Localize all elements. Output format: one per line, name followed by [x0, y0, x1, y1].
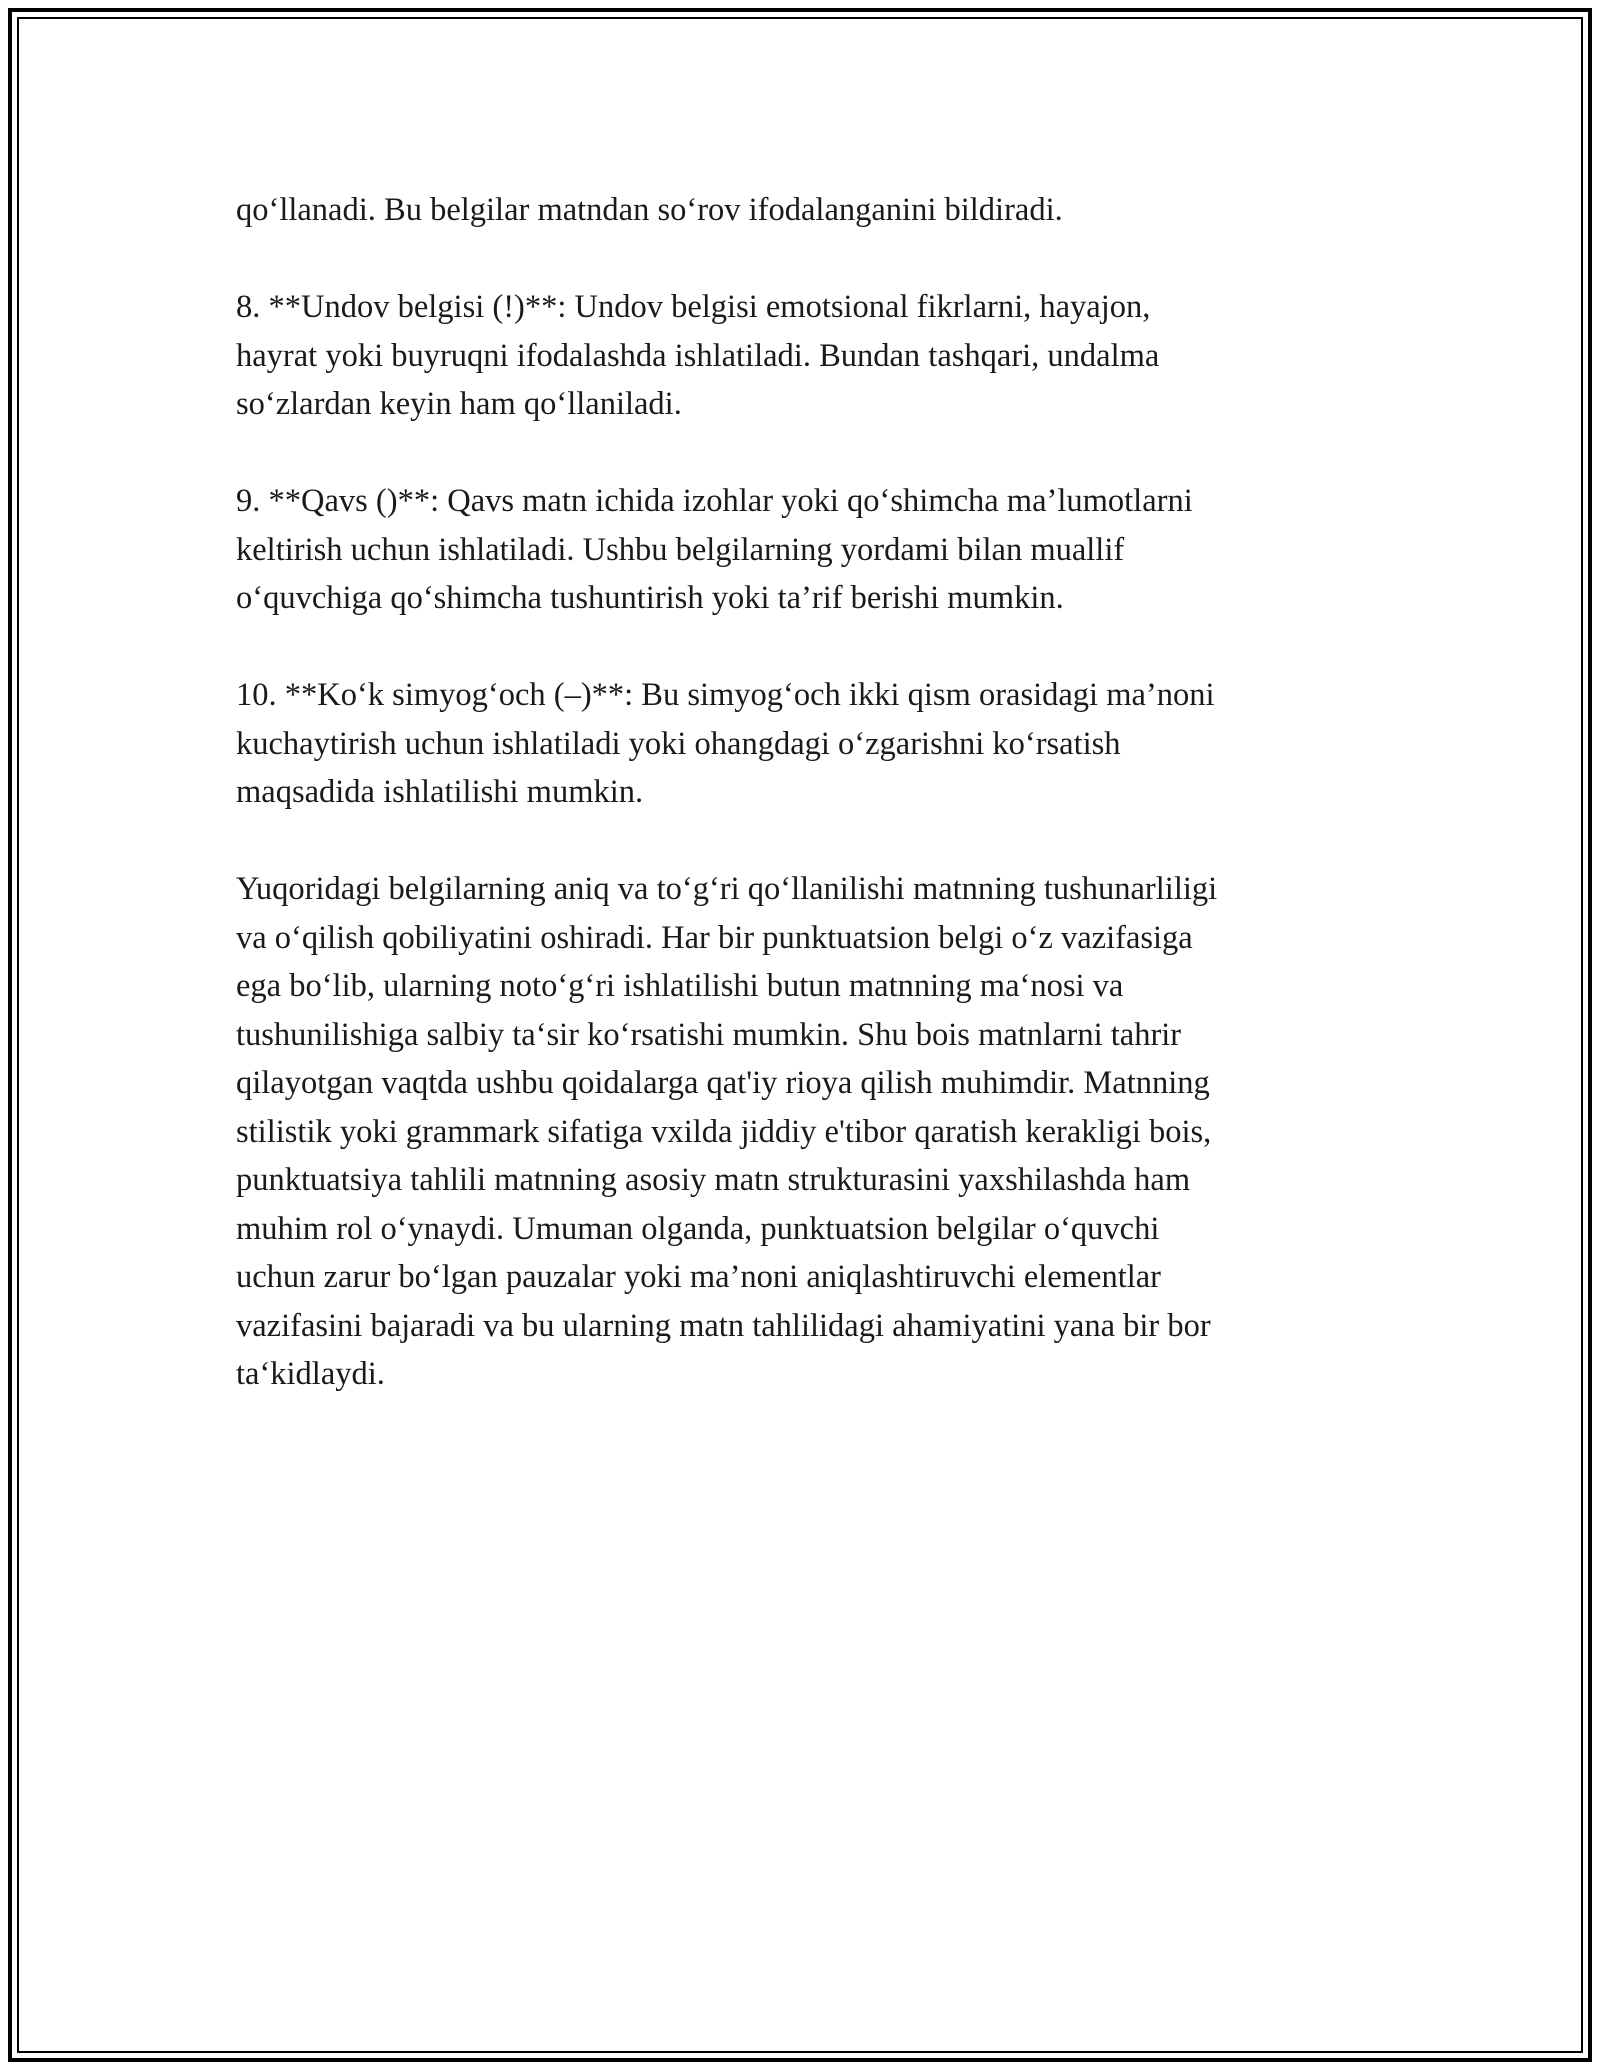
paragraph-continuation: qo‘llanadi. Bu belgilar matndan so‘rov ifodalanganini bildiradi. — [236, 192, 1063, 228]
document-body — [236, 186, 1366, 1399]
paragraph-conclusion: Yuqoridagi belgilarning aniq va to‘g‘ri qo‘llanilishi matnning tushunarliligi va o‘qilish qobiliyatini oshiradi. Har bir punktuatsion belgi o‘z vazifasiga ega bo‘lib, ularning noto‘g‘ri ishlatilishi butun matnning ma‘nosi va tushunilishiga salbiy ta‘sir ko‘rsatishi mumkin. Shu bois matnlarni tahrir qilayotgan vaqtda ushbu qoidalarga qat'iy rioya qilish muhimdir. Matnning stilistik yoki grammark sifatiga vxilda jiddiy e'tibor qaratish kerakligi bois, punktuatsiya tahlili matnning asosiy matn strukturasini yaxshilashda ham muhim rol o‘ynaydi. Umuman olganda, punktuatsion belgilar o‘quvchi uchun zarur bo‘lgan pauzalar yoki ma’noni aniqlashtiruvchi elementlar vazifasini bajaradi va bu ularning matn tahlilidagi ahamiyatini yana bir bor ta‘kidlaydi. — [236, 871, 1218, 1392]
paragraph-item-10-dash: 10. **Ko‘k simyog‘och (–)**: Bu simyog‘och ikki qism orasidagi ma’noni kuchaytirish uchun ishlatiladi yoki ohangdagi o‘zgarishni ko‘rsatish maqsadida ishlatilishi mumkin. — [236, 677, 1215, 810]
paragraph-item-8-exclamation-mark: 8. **Undov belgisi (!)**: Undov belgisi emotsional fikrlarni, hayajon, hayrat yoki buyruqni ifodalashda ishlatiladi. Bundan tashqari, undalma so‘zlardan keyin ham qo‘llaniladi. — [236, 289, 1160, 422]
paragraph-item-9-parentheses: 9. **Qavs ()**: Qavs matn ichida izohlar yoki qo‘shimcha ma’lumotlarni keltirish uchun ishlatiladi. Ushbu belgilarning yordami bilan muallif o‘quvchiga qo‘shimcha tushuntirish yoki ta’rif berishi mumkin. — [236, 483, 1193, 616]
